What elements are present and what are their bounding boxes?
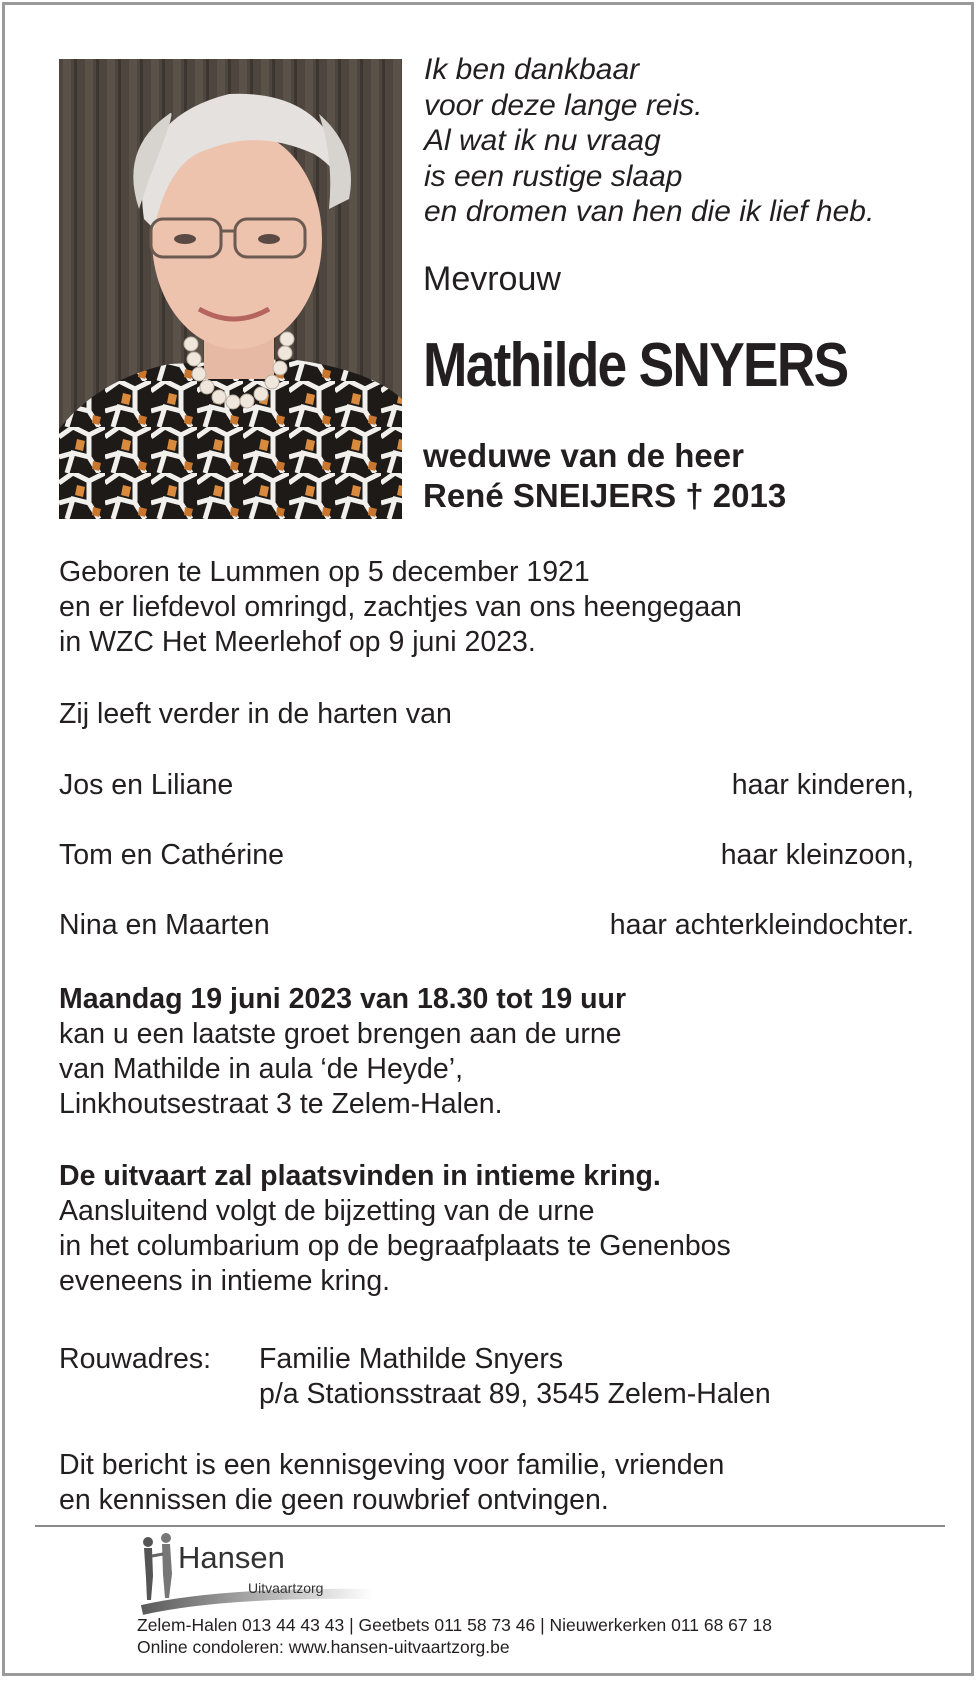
- poem-line: Ik ben dankbaar: [424, 53, 640, 86]
- logo-subtitle: Uitvaartzorg: [248, 1580, 324, 1596]
- poem-line: is een rustige slaap: [424, 159, 683, 193]
- visitation-paragraph: [59, 982, 626, 1122]
- notice-line: en kennissen die geen rouwbrief ontvingen.: [59, 1484, 609, 1516]
- address-line: p/a Stationsstraat 89, 3545 Zelem-Halen: [259, 1378, 771, 1410]
- birth-line: en er liefdevol omringd, zachtjes van ons heengegaan: [59, 591, 742, 623]
- logo-name: Hansen: [178, 1540, 285, 1575]
- family-names: Nina en Maarten: [59, 909, 270, 941]
- footer-website[interactable]: Online condoleren: www.hansen-uitvaartzorg.be: [137, 1637, 510, 1657]
- family-row: [59, 909, 914, 942]
- family-relation: haar kleinzoon,: [720, 839, 914, 871]
- funeral-line: eveneens in intieme kring.: [59, 1265, 391, 1297]
- portrait-photo: [59, 59, 402, 519]
- address-line: Familie Mathilde Snyers: [259, 1343, 564, 1375]
- address-value: [259, 1342, 771, 1412]
- birth-paragraph: [59, 555, 742, 660]
- notice-line: Dit bericht is een kennisgeving voor familie, vrienden: [59, 1449, 725, 1481]
- family-names: Tom en Cathérine: [59, 839, 284, 871]
- spouse-line: René SNEIJERS † 2013: [423, 477, 787, 514]
- family-relation: haar kinderen,: [731, 769, 914, 801]
- spouse-info: [423, 436, 786, 516]
- poem-line: Al wat ik nu vraag: [424, 124, 661, 157]
- visitation-line: kan u een laatste groet brengen aan de urne: [59, 1018, 622, 1050]
- lives-on-text: Zij leeft verder in de harten van: [59, 698, 452, 730]
- footer-divider: [35, 1525, 945, 1527]
- funeral-line: in het columbarium op de begraafplaats te Genenbos: [59, 1230, 731, 1262]
- spouse-line: weduwe van de heer: [423, 437, 744, 474]
- visitation-heading: Maandag 19 juni 2023 van 18.30 tot 19 uur: [59, 983, 627, 1015]
- family-relation: haar achterkleindochter.: [609, 909, 914, 941]
- honorific: Mevrouw: [423, 260, 561, 298]
- visitation-line: Linkhoutsestraat 3 te Zelem-Halen.: [59, 1088, 503, 1120]
- poem-line: voor deze lange reis.: [424, 88, 703, 122]
- footer-contact: [137, 1614, 772, 1658]
- deceased-name: Mathilde SNYERS: [423, 331, 848, 400]
- funeral-line: Aansluitend volgt de bijzetting van de urne: [59, 1195, 595, 1227]
- address-label: Rouwadres:: [59, 1343, 212, 1375]
- funeral-paragraph: [59, 1159, 731, 1299]
- family-names: Jos en Liliane: [59, 769, 234, 801]
- birth-line: Geboren te Lummen op 5 december 1921: [59, 556, 590, 588]
- notice-paragraph: [59, 1448, 724, 1518]
- family-row: [59, 839, 914, 872]
- footer-phones: Zelem-Halen 013 44 43 43 | Geetbets 011 58 73 46 | Nieuwerkerken 011 68 67 18: [137, 1615, 772, 1635]
- birth-line: in WZC Het Meerlehof op 9 juni 2023.: [59, 626, 536, 658]
- poem: [424, 52, 874, 230]
- family-row: [59, 769, 914, 802]
- visitation-line: van Mathilde in aula ‘de Heyde’,: [59, 1053, 463, 1085]
- poem-line: en dromen van hen die ik lief heb.: [424, 195, 875, 228]
- funeral-heading: De uitvaart zal plaatsvinden in intieme kring.: [59, 1160, 661, 1192]
